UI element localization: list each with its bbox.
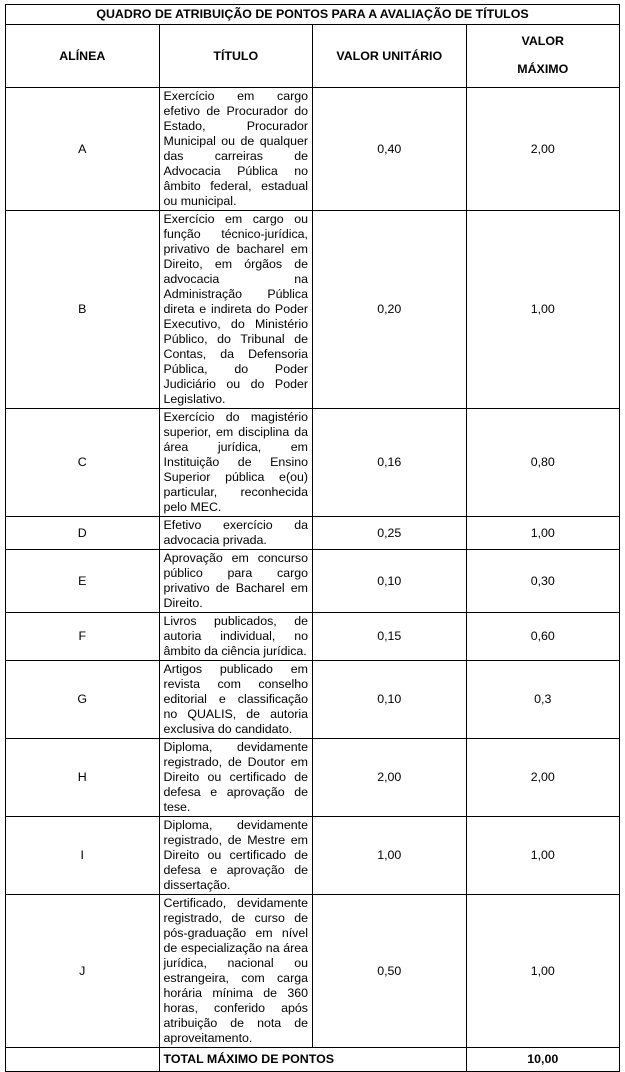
valor-unitario-cell: 0,20: [313, 211, 467, 409]
titulo-cell: Livros publicados, de autoria individual, no âmbito da ciência jurídica.: [159, 613, 313, 661]
total-blank-cell: [6, 1048, 160, 1072]
table-body: [6, 88, 620, 1048]
table-row: [6, 895, 620, 1048]
total-label: TOTAL MÁXIMO DE PONTOS: [159, 1048, 466, 1072]
titulo-cell: Exercício do magistério superior, em disciplina da área jurídica, em Instituição de Ensino Superior pública e(ou) particular, reconhecida pelo MEC.: [159, 409, 313, 517]
valor-maximo-cell: 1,00: [466, 211, 620, 409]
valor-maximo-cell: 0,3: [466, 661, 620, 739]
table-row: [6, 211, 620, 409]
table-row: [6, 817, 620, 895]
valor-maximo-cell: 2,00: [466, 739, 620, 817]
header-row: [6, 25, 620, 88]
header-alinea: ALÍNEA: [6, 25, 160, 88]
titulo-cell: Exercício em cargo ou função técnico-jurídica, privativo de bacharel em Direito, em órgãos de advocacia na Administração Pública direta e indireta do Poder Executivo, do Ministério Público, do Tribunal de Contas, da Defensoria Pública, do Poder Judiciário ou do Poder Legislativo.: [159, 211, 313, 409]
total-value: 10,00: [466, 1048, 620, 1072]
table-title: QUADRO DE ATRIBUIÇÃO DE PONTOS PARA A AVALIAÇÃO DE TÍTULOS: [6, 5, 620, 25]
valor-unitario-cell: 1,00: [313, 817, 467, 895]
valor-unitario-cell: 0,15: [313, 613, 467, 661]
valor-maximo-cell: 2,00: [466, 88, 620, 211]
header-valor-maximo: [466, 25, 620, 88]
table-row: [6, 88, 620, 211]
valor-maximo-cell: 0,60: [466, 613, 620, 661]
alinea-cell: G: [6, 661, 160, 739]
titulo-cell: Diploma, devidamente registrado, de Doutor em Direito ou certificado de defesa e aprovação de tese.: [159, 739, 313, 817]
table-title-row: [6, 5, 620, 25]
titulo-cell: Artigos publicado em revista com conselho editorial e classificação no QUALIS, de autoria exclusiva do candidato.: [159, 661, 313, 739]
alinea-cell: F: [6, 613, 160, 661]
table-row: [6, 550, 620, 613]
valor-unitario-cell: 0,10: [313, 661, 467, 739]
alinea-cell: D: [6, 517, 160, 550]
valor-maximo-cell: 1,00: [466, 817, 620, 895]
valor-maximo-cell: 1,00: [466, 517, 620, 550]
table-row: [6, 613, 620, 661]
total-row: [6, 1048, 620, 1072]
alinea-cell: I: [6, 817, 160, 895]
titulo-cell: Exercício em cargo efetivo de Procurador do Estado, Procurador Municipal ou de qualquer das carreiras de Advocacia Pública no âmbito federal, estadual ou municipal.: [159, 88, 313, 211]
titulo-cell: Certificado, devidamente registrado, de curso de pós-graduação em nível de especialização na área jurídica, nacional ou estrangeira, com carga horária mínima de 360 horas, conferido após atribuição de nota de aproveitamento.: [159, 895, 313, 1048]
valor-unitario-cell: 2,00: [313, 739, 467, 817]
valor-unitario-cell: 0,40: [313, 88, 467, 211]
valor-unitario-cell: 0,16: [313, 409, 467, 517]
header-titulo: TÍTULO: [159, 25, 313, 88]
table-row: [6, 409, 620, 517]
header-valor-maximo-line1: VALOR: [521, 34, 564, 48]
valor-unitario-cell: 0,25: [313, 517, 467, 550]
valor-unitario-cell: 0,10: [313, 550, 467, 613]
alinea-cell: H: [6, 739, 160, 817]
titulo-cell: Diploma, devidamente registrado, de Mestre em Direito ou certificado de defesa e aprovação de dissertação.: [159, 817, 313, 895]
valor-unitario-cell: 0,50: [313, 895, 467, 1048]
titulo-cell: Aprovação em concurso público para cargo privativo de Bacharel em Direito.: [159, 550, 313, 613]
titulo-cell: Efetivo exercício da advocacia privada.: [159, 517, 313, 550]
points-table: [5, 4, 620, 1072]
alinea-cell: J: [6, 895, 160, 1048]
alinea-cell: B: [6, 211, 160, 409]
points-table-container: [5, 4, 620, 1072]
table-row: [6, 739, 620, 817]
table-row: [6, 661, 620, 739]
valor-maximo-cell: 1,00: [466, 895, 620, 1048]
valor-maximo-cell: 0,80: [466, 409, 620, 517]
header-valor-unitario: VALOR UNITÁRIO: [313, 25, 467, 88]
header-valor-maximo-line2: MÁXIMO: [517, 62, 569, 76]
alinea-cell: E: [6, 550, 160, 613]
valor-maximo-cell: 0,30: [466, 550, 620, 613]
table-row: [6, 517, 620, 550]
alinea-cell: C: [6, 409, 160, 517]
alinea-cell: A: [6, 88, 160, 211]
